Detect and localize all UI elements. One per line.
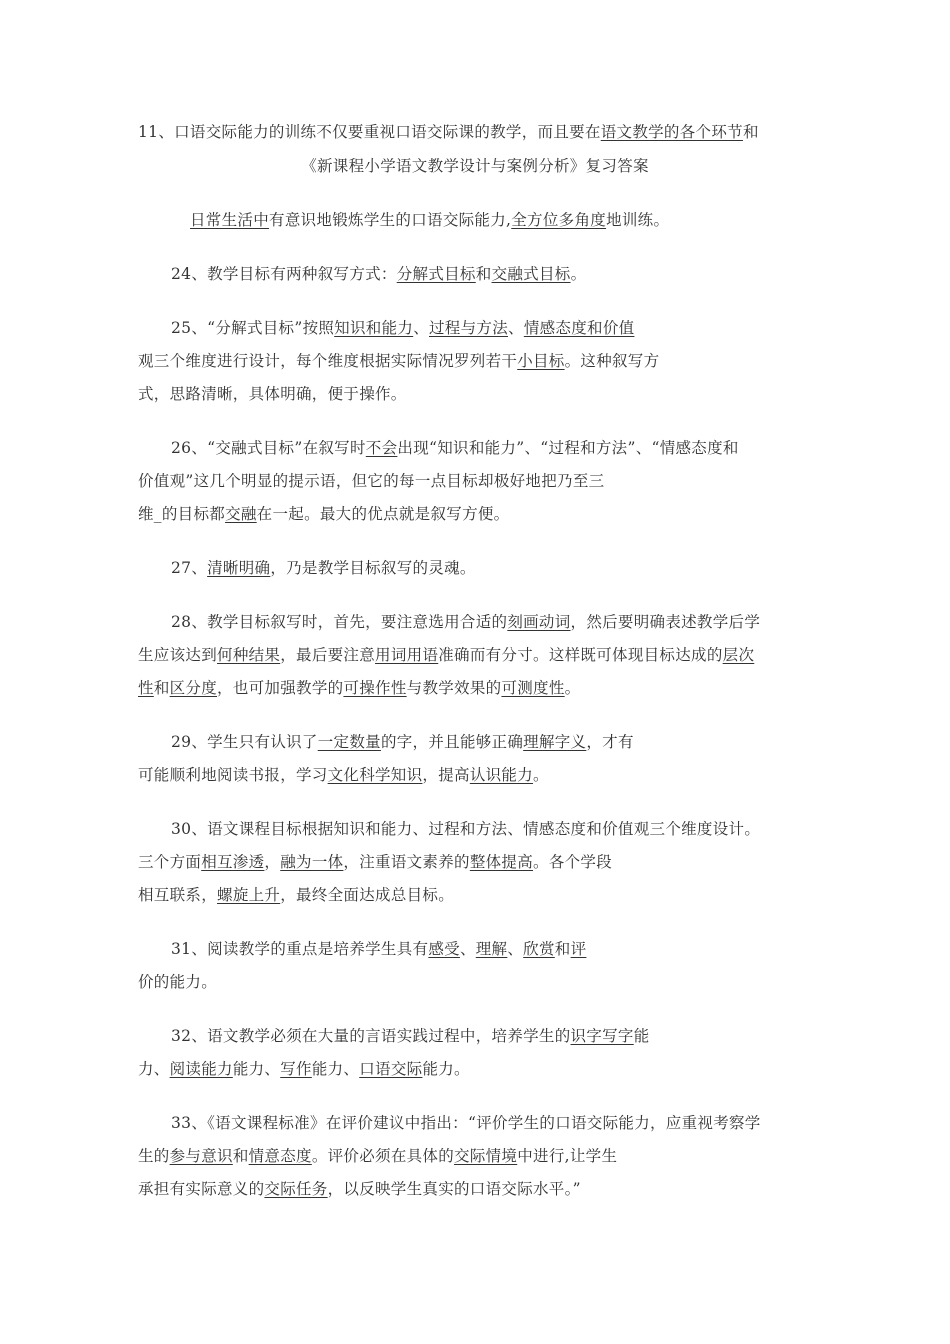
underlined-answer: 交融 [225, 505, 257, 523]
text-line [138, 351, 659, 371]
text-segment: 和 [232, 1147, 249, 1165]
underlined-answer: 可测度性 [501, 679, 565, 697]
underlined-answer: 不会 [365, 439, 398, 457]
text-line [171, 558, 476, 578]
underlined-answer: 层次 [722, 646, 755, 664]
text-segment: 25、“分解式目标”按照 [171, 319, 335, 337]
underlined-answer: 交际任务 [264, 1180, 328, 1198]
underlined-answer: 融为一体 [280, 853, 344, 871]
text-segment: ，以反映学生真实的口语交际水平。” [327, 1180, 581, 1198]
text-segment: 能力。 [422, 1060, 470, 1078]
text-segment: 生应该达到 [138, 646, 218, 664]
underlined-answer: 分解式目标 [396, 265, 476, 283]
text-segment: ，乃是教学目标叙写的灵魂。 [270, 559, 476, 577]
underlined-answer: 阅读能力 [169, 1060, 233, 1078]
text-line [138, 885, 454, 905]
underlined-answer: 情感态度和价值 [523, 319, 635, 337]
text-segment: 价的能力。 [138, 973, 218, 991]
text-segment: 32、语文教学必须在大量的言语实践过程中，培养学生的 [171, 1027, 571, 1045]
text-segment: ，提高 [422, 766, 470, 784]
underlined-answer: 可操作性 [343, 679, 407, 697]
text-segment: 27、 [171, 559, 208, 577]
document-title [0, 156, 950, 176]
text-segment: 力、 [138, 1060, 170, 1078]
underlined-answer: 相互渗透 [201, 853, 265, 871]
text-segment: 生的 [138, 1147, 170, 1165]
text-line [190, 210, 669, 230]
underlined-answer: 全方位多角度 [511, 211, 607, 229]
text-segment: 中进行,让学生 [517, 1147, 618, 1165]
text-segment: 承担有实际意义的 [138, 1180, 265, 1198]
underlined-answer: 识字写字 [570, 1027, 634, 1045]
text-line [171, 264, 586, 284]
underlined-answer: 螺旋上升 [217, 886, 281, 904]
text-line [138, 1059, 470, 1079]
text-segment: 31、阅读教学的重点是培养学生具有 [171, 940, 429, 958]
text-segment: 28、教学目标叙写时，首先，要注意选用合适的 [171, 613, 508, 631]
text-segment: ，注重语文素养的 [343, 853, 470, 871]
text-segment: 维_的目标都 [138, 505, 226, 523]
text-segment: ，然后要明确表述教学后学 [570, 613, 761, 631]
text-segment: 出现“知识和能力”、“过程和方法”、“情感态度和 [397, 439, 739, 457]
underlined-answer: 整体提高 [469, 853, 534, 871]
text-segment: 与教学效果的 [406, 679, 502, 697]
underlined-answer: 理解 [475, 940, 508, 958]
text-segment: 可能顺利地阅读书报，学习 [138, 766, 328, 784]
text-segment: 、 [508, 319, 524, 337]
text-segment: 准确而有分寸。这样既可体现目标达成的 [438, 646, 723, 664]
text-segment: 能力、 [232, 1060, 281, 1078]
text-segment: 。 [564, 679, 581, 697]
text-line [138, 1146, 617, 1166]
underlined-answer: 交际情境 [454, 1147, 518, 1165]
underlined-answer: 参与意识 [169, 1147, 233, 1165]
underlined-answer: 何种结果 [217, 646, 281, 664]
text-line [138, 384, 407, 404]
underlined-answer: 欣赏 [523, 940, 555, 958]
text-segment: ，也可加强教学的 [217, 679, 344, 697]
text-line [171, 732, 634, 752]
text-line [138, 972, 217, 992]
text-line [171, 819, 760, 839]
underlined-answer: 区分度 [169, 679, 218, 697]
underlined-answer: 知识和能力 [334, 319, 414, 337]
text-segment: 观三个维度进行设计，每个维度根据实际情况罗列若干 [138, 352, 518, 370]
text-segment: 的字，并且能够正确 [380, 733, 524, 751]
text-segment: 11、口语交际能力的训练不仅要重视口语交际课的教学，而且要在 [138, 123, 601, 141]
underlined-answer: 理解字义 [523, 733, 587, 751]
underlined-answer: 语文教学的各个环节 [600, 123, 743, 141]
text-line [171, 318, 634, 338]
text-line [171, 438, 739, 458]
text-segment: 、 [507, 940, 524, 958]
text-segment: 和 [742, 123, 759, 141]
text-segment: 地训练。 [606, 211, 670, 229]
underlined-answer: 评 [570, 940, 587, 958]
underlined-answer: 小目标 [517, 352, 565, 370]
underlined-answer: 情意态度 [248, 1147, 312, 1165]
text-segment: 。 [570, 265, 587, 283]
text-segment: 和 [554, 940, 571, 958]
text-segment: 价值观”这几个明显的提示语，但它的每一点目标却极好地把乃至三 [138, 472, 605, 490]
text-segment: 在一起。最大的优点就是叙写方便。 [256, 505, 510, 523]
underlined-answer: 感受 [428, 940, 460, 958]
text-segment: 。这种叙写方 [564, 352, 660, 370]
text-segment: ，才有 [586, 733, 634, 751]
text-segment: 和 [475, 265, 492, 283]
text-segment: 能力、 [311, 1060, 360, 1078]
underlined-answer: 一定数量 [317, 733, 381, 751]
underlined-answer: 日常生活中 [190, 211, 270, 229]
underlined-answer: 认识能力 [469, 766, 534, 784]
text-line [171, 612, 760, 632]
text-segment: 30、语文课程目标根据知识和能力、过程和方法、情感态度和价值观三个维度设计。 [171, 820, 761, 838]
text-line [138, 765, 549, 785]
text-line [138, 504, 509, 524]
underlined-answer: 文化科学知识 [327, 766, 423, 784]
text-segment: ， [264, 853, 281, 871]
text-segment: 。评价必须在具体的 [311, 1147, 455, 1165]
text-segment: 24、教学目标有两种叙写方式： [171, 265, 397, 283]
text-segment: 式，思路清晰，具体明确，便于操作。 [138, 385, 407, 403]
text-line [171, 939, 586, 959]
underlined-answer: 刻画动词 [507, 613, 571, 631]
text-line [138, 678, 580, 698]
text-segment: 、 [459, 940, 476, 958]
text-segment: 、 [413, 319, 429, 337]
text-line [138, 852, 612, 872]
text-segment: 《新课程小学语文教学设计与案例分析》复习答案 [301, 157, 649, 175]
text-segment: 有意识地锻炼学生的口语交际能力, [269, 211, 512, 229]
underlined-answer: 过程与方法 [429, 319, 509, 337]
text-segment: 相互联系， [138, 886, 218, 904]
underlined-answer: 清晰明确 [207, 559, 271, 577]
text-line [138, 471, 604, 491]
text-line [171, 1113, 761, 1133]
text-segment: 能 [633, 1027, 650, 1045]
text-line [171, 1026, 650, 1046]
text-segment: 三个方面 [138, 853, 202, 871]
text-segment: 和 [153, 679, 170, 697]
text-segment: ，最终全面达成总目标。 [280, 886, 455, 904]
text-line [138, 122, 759, 142]
underlined-answer: 性 [138, 679, 154, 697]
text-segment: 29、学生只有认识了 [171, 733, 318, 751]
text-segment: 33、《语文课程标准》在评价建议中指出：“评价学生的口语交际能力，应重视考察学 [171, 1114, 761, 1132]
underlined-answer: 用词用语 [375, 646, 439, 664]
underlined-answer: 口语交际 [359, 1060, 423, 1078]
text-segment: ，最后要注意 [280, 646, 376, 664]
text-segment: 。各个学段 [533, 853, 613, 871]
text-segment: 。 [533, 766, 549, 784]
underlined-answer: 交融式目标 [491, 265, 571, 283]
text-line [138, 1179, 581, 1199]
text-segment: 26、“交融式目标”在叙写时 [171, 439, 366, 457]
underlined-answer: 写作 [280, 1060, 312, 1078]
text-line [138, 645, 754, 665]
